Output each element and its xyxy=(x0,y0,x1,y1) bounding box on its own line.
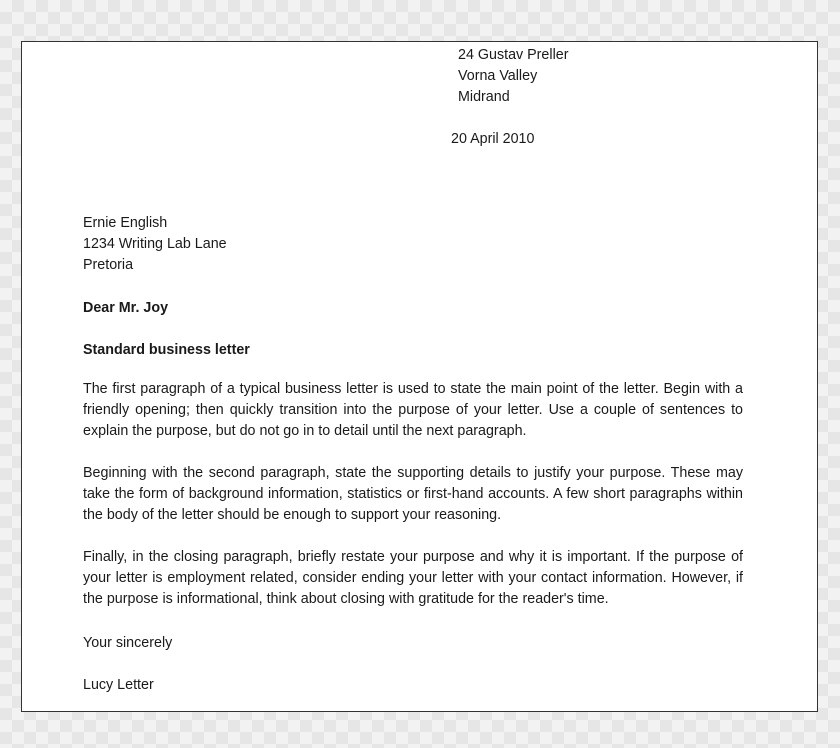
body-paragraph-1: The first paragraph of a typical business letter is used to state the main point of the letter. Begin with a friendly opening; then quickly transition into the purpose of your letter. Use a couple of sentences to explain the purpose, but do not go in to detail until the next paragraph. xyxy=(83,381,743,439)
recipient-city: Pretoria xyxy=(83,257,134,273)
body-paragraph-2: Beginning with the second paragraph, state the supporting details to justify your purpose. These may take the form of background information, statistics or first-hand accounts. A few short paragraphs within the body of the letter should be enough to support your reasoning. xyxy=(83,465,743,523)
subject-heading: Standard business letter xyxy=(83,342,250,358)
recipient-street: 1234 Writing Lab Lane xyxy=(83,236,227,252)
recipient-name: Ernie English xyxy=(83,215,168,231)
sender-address-line-2: Vorna Valley xyxy=(458,68,538,84)
body-paragraph-3: Finally, in the closing paragraph, briefly restate your purpose and why it is important. If the purpose of your letter is employment related, consider ending your letter with your contact information. However, if the purpose is informational, think about closing with gratitude for the reader's time. xyxy=(83,549,743,607)
salutation: Dear Mr. Joy xyxy=(83,300,169,316)
closing: Your sincerely xyxy=(83,635,173,651)
letter-page xyxy=(21,41,818,712)
sender-address-line-1: 24 Gustav Preller xyxy=(458,47,569,63)
sender-address-line-3: Midrand xyxy=(458,89,510,105)
letter-date: 20 April 2010 xyxy=(451,131,535,147)
signature-name: Lucy Letter xyxy=(83,677,154,693)
